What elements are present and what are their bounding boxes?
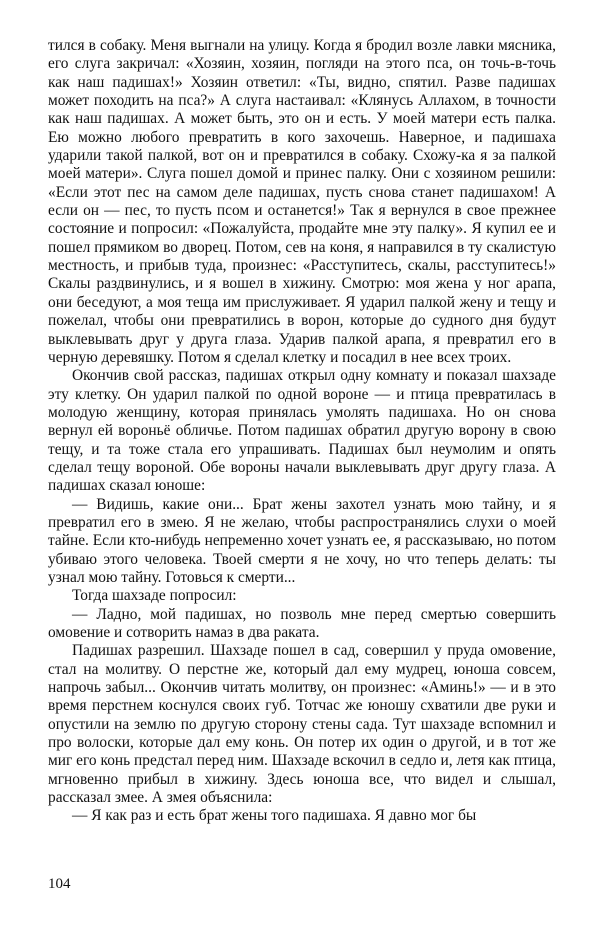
paragraph-3: — Видишь, какие они... Брат жены захотел узнать мою тайну, и я превратил его в змею. Я не желаю, чтобы распространялись слухи о моей тайне. Если кто-нибудь непременно хочет узнать ее, я рассказываю, но потом убиваю этого человека. Твоей смерти я не хочу, но что теперь делать: ты узнал мою тайну. Готовься к смерти...	[48, 495, 556, 586]
paragraph-4: Тогда шахзаде попросил:	[72, 587, 237, 605]
paragraph-1: тился в собаку. Меня выгнали на улицу. Когда я бродил возле лавки мясника, его слуга закричал: «Хозяин, хозяин, погляди на этого пса, он точь-в-точь как наш падишах!» Хозяин ответил: «Ты, видно, спятил. Разве падишах может походить на пса?» А слуга настаивал: «Клянусь Аллахом, в точности как наш падишах. А может быть, это он и есть. У моей матери есть палка. Ею можно любого превратить в кого захочешь. Наверное, и падишаха ударили такой палкой, вот он и превратился в собаку. Схожу-ка я за палкой моей матери». Слуга пошел домой и принес палку. Они с хозяином решили: «Если этот пес на самом деле падишах, пусть снова станет падишахом! А если он — пес, то пусть псом и останется!» Так я вернулся в свое прежнее состояние и попросил: «Пожалуйста, продайте мне эту палку». Я купил ее и пошел прямиком во дворец. Потом, сев на коня, я направился в ту скалистую местность, и прибыв туда, произнес: «Расступитесь, скалы, расступитесь!» Скалы раздвинулись, и я вошел в хижину. Смотрю: моя жена у ног арапа, они беседуют, а моя теща им прислуживает. Я ударил палкой жену и тещу и пожелал, чтобы они превратились в ворон, которые до судного дня будут выклевывать друг у друга глаза. Ударив палкой арапа, я превратил его в черную деревяшку. Потом я сделал клетку и посадил в нее всех троих.	[48, 37, 556, 366]
paragraph-7: — Я как раз и есть брат жены того падишаха. Я давно мог бы	[72, 807, 477, 825]
paragraph-5: — Ладно, мой падишах, но позволь мне перед смертью совершить омовение и сотворить намаз в два раката.	[48, 605, 556, 641]
page-body	[48, 37, 556, 826]
paragraph-2: Окончив свой рассказ, падишах открыл одну комнату и показал шахзаде эту клетку. Он ударил палкой по одной вороне — и птица превратилась в молодую женщину, которая принялась умолять падишаха. Но он снова вернул ей вороньё обличье. Потом падишах обратил другую ворону в свою тещу, и та тоже стала его упрашивать. Падишах был неумолим и опять сделал тещу вороной. Обе вороны начали выклевывать друг другу глаза. А падишах сказал юноше:	[48, 367, 556, 495]
page-number: 104	[48, 876, 71, 892]
paragraph-6: Падишах разрешил. Шахзаде пошел в сад, совершил у пруда омовение, стал на молитву. О перстне же, который дал ему мудрец, юноша совсем, напрочь забыл... Окончив читать молитву, он произнес: «Аминь!» — и в это время перстнем коснулся своих губ. Тотчас же юношу схватили две руки и опустили на землю по другую сторону стены сада. Тут шахзаде вспомнил и про волоски, которые дал ему конь. Он потер их один о другой, и в тот же миг его конь предстал перед ним. Шахзаде вскочил в седло и, летя как птица, мгновенно прибыл в хижину. Здесь юноша все, что видел и слышал, рассказал змее. А змея объяснила:	[48, 642, 556, 807]
